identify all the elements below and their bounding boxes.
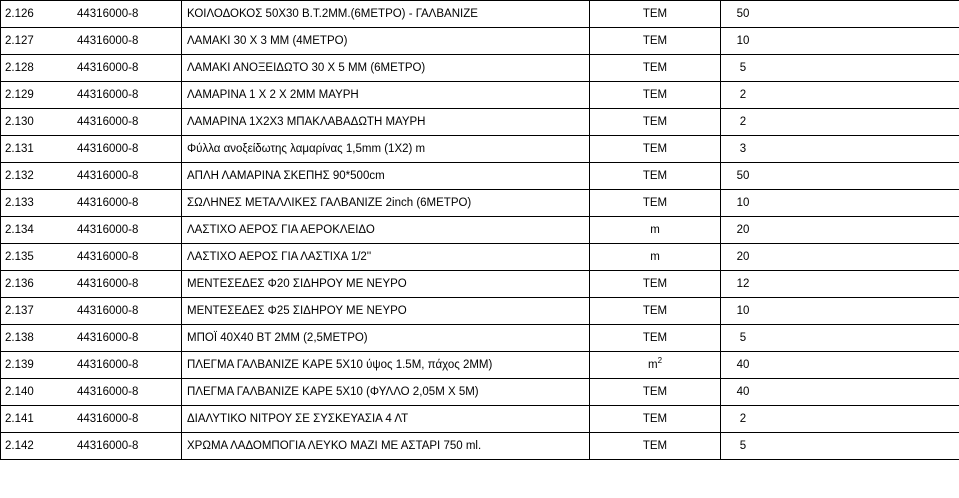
description-cell xyxy=(182,271,590,298)
cpv-code: 44316000-8 xyxy=(77,8,139,20)
quantity: 10 xyxy=(736,35,750,47)
item-number: 2.130 xyxy=(5,116,34,128)
unit-of-measure: ΤΕΜ xyxy=(642,332,668,344)
item-number-cell xyxy=(1,82,78,109)
unit-of-measure: ΤΕΜ xyxy=(642,8,668,20)
unit-of-measure: ΤΕΜ xyxy=(642,143,668,155)
cpv-code-cell xyxy=(77,379,182,406)
unit-of-measure: ΤΕΜ xyxy=(642,413,668,425)
table-row xyxy=(1,298,959,325)
table-row xyxy=(1,1,959,28)
unit-cell xyxy=(590,136,721,163)
cpv-code-cell xyxy=(77,217,182,244)
quantity-cell xyxy=(721,217,959,244)
quantity-cell xyxy=(721,271,959,298)
item-number: 2.129 xyxy=(5,89,34,101)
cpv-code: 44316000-8 xyxy=(77,116,139,128)
item-description: ΛΑΣΤΙΧΟ ΑΕΡΟΣ ΓΙΑ ΑΕΡΟΚΛΕΙΔΟ xyxy=(187,224,375,236)
unit-of-measure: ΤΕΜ xyxy=(642,197,668,209)
item-number: 2.127 xyxy=(5,35,34,47)
quantity-cell xyxy=(721,1,959,28)
item-description: ΜΕΝΤΕΣΕΔΕΣ Φ20 ΣΙΔΗΡΟΥ ΜΕ ΝΕΥΡΟ xyxy=(187,278,407,290)
item-number: 2.132 xyxy=(5,170,34,182)
quantity-cell xyxy=(721,298,959,325)
cpv-code-cell xyxy=(77,190,182,217)
item-number-cell xyxy=(1,406,78,433)
item-description: ΜΕΝΤΕΣΕΔΕΣ Φ25 ΣΙΔΗΡΟΥ ΜΕ ΝΕΥΡΟ xyxy=(187,305,407,317)
quantity-cell xyxy=(721,352,959,379)
description-cell xyxy=(182,190,590,217)
item-number: 2.137 xyxy=(5,305,34,317)
item-number-cell xyxy=(1,136,78,163)
item-description: ΔΙΑΛΥΤΙΚΟ ΝΙΤΡΟΥ ΣΕ ΣΥΣΚΕΥΑΣΙΑ 4 ΛΤ xyxy=(187,413,409,425)
table-row xyxy=(1,190,959,217)
unit-cell xyxy=(590,406,721,433)
table-row xyxy=(1,163,959,190)
description-cell xyxy=(182,82,590,109)
item-number-cell xyxy=(1,352,78,379)
quantity: 50 xyxy=(736,8,750,20)
item-description: ΑΠΛΗ ΛΑΜΑΡΙΝΑ ΣΚΕΠΗΣ 90*500cm xyxy=(187,170,385,182)
unit-cell xyxy=(590,433,721,460)
item-number: 2.135 xyxy=(5,251,34,263)
cpv-code-cell xyxy=(77,433,182,460)
item-number: 2.140 xyxy=(5,386,34,398)
table-row xyxy=(1,433,959,460)
cpv-code-cell xyxy=(77,406,182,433)
description-cell xyxy=(182,217,590,244)
table-row xyxy=(1,379,959,406)
table-row xyxy=(1,82,959,109)
quantity-cell xyxy=(721,109,959,136)
item-description: ΛΑΜΑΡΙΝΑ 1 Χ 2 Χ 2ΜΜ ΜΑΥΡΗ xyxy=(187,89,359,101)
description-cell xyxy=(182,55,590,82)
quantity-cell xyxy=(721,28,959,55)
description-cell xyxy=(182,136,590,163)
description-cell xyxy=(182,352,590,379)
cpv-code: 44316000-8 xyxy=(77,89,139,101)
quantity: 10 xyxy=(736,197,750,209)
quantity: 5 xyxy=(739,62,747,74)
quantity: 2 xyxy=(739,116,747,128)
table-row xyxy=(1,55,959,82)
item-number-cell xyxy=(1,190,78,217)
item-number-cell xyxy=(1,433,78,460)
items-table-body xyxy=(1,1,959,460)
quantity: 40 xyxy=(736,386,750,398)
item-description: ΠΛΕΓΜΑ ΓΑΛΒΑΝΙΖΕ ΚΑΡΕ 5Χ10 ύψος 1.5Μ, πάχος 2ΜΜ) xyxy=(187,359,493,371)
item-number-cell xyxy=(1,298,78,325)
unit-cell xyxy=(590,379,721,406)
quantity: 3 xyxy=(739,143,747,155)
unit-cell xyxy=(590,55,721,82)
cpv-code: 44316000-8 xyxy=(77,413,139,425)
quantity-cell xyxy=(721,325,959,352)
quantity: 2 xyxy=(739,413,747,425)
unit-exponent: 2 xyxy=(657,356,663,366)
unit-cell xyxy=(590,271,721,298)
unit-cell xyxy=(590,298,721,325)
cpv-code: 44316000-8 xyxy=(77,386,139,398)
cpv-code: 44316000-8 xyxy=(77,224,139,236)
item-number: 2.134 xyxy=(5,224,34,236)
unit-cell xyxy=(590,82,721,109)
unit-cell xyxy=(590,109,721,136)
unit-cell xyxy=(590,352,721,379)
quantity: 5 xyxy=(739,440,747,452)
unit-cell xyxy=(590,244,721,271)
quantity-cell xyxy=(721,406,959,433)
table-row xyxy=(1,28,959,55)
item-description: ΧΡΩΜΑ ΛΑΔΟΜΠΟΓΙΑ ΛΕΥΚΟ ΜΑΖΙ ΜΕ ΑΣΤΑΡΙ 750 ml. xyxy=(187,440,482,452)
quantity-cell xyxy=(721,244,959,271)
table-row xyxy=(1,352,959,379)
item-number-cell xyxy=(1,109,78,136)
unit-of-measure: ΤΕΜ xyxy=(642,278,668,290)
quantity: 50 xyxy=(736,170,750,182)
cpv-code-cell xyxy=(77,163,182,190)
unit-of-measure: m xyxy=(650,251,660,263)
unit-cell xyxy=(590,325,721,352)
item-number-cell xyxy=(1,379,78,406)
item-number: 2.133 xyxy=(5,197,34,209)
table-row xyxy=(1,136,959,163)
unit-of-measure: m xyxy=(650,224,660,236)
cpv-code-cell xyxy=(77,244,182,271)
quantity-cell xyxy=(721,379,959,406)
cpv-code: 44316000-8 xyxy=(77,197,139,209)
description-cell xyxy=(182,28,590,55)
cpv-code-cell xyxy=(77,271,182,298)
description-cell xyxy=(182,298,590,325)
item-number-cell xyxy=(1,55,78,82)
table-row xyxy=(1,244,959,271)
item-number-cell xyxy=(1,244,78,271)
unit-cell xyxy=(590,217,721,244)
table-row xyxy=(1,109,959,136)
item-description: ΛΑΜΑΡΙΝΑ 1Χ2Χ3 ΜΠΑΚΛΑΒΑΔΩΤΗ ΜΑΥΡΗ xyxy=(187,116,426,128)
cpv-code-cell xyxy=(77,298,182,325)
cpv-code-cell xyxy=(77,352,182,379)
item-number: 2.136 xyxy=(5,278,34,290)
description-cell xyxy=(182,244,590,271)
quantity-cell xyxy=(721,190,959,217)
item-description: ΛΑΜΑΚΙ 30 Χ 3 ΜΜ (4ΜΕΤΡΟ) xyxy=(187,35,348,47)
item-description: ΛΑΣΤΙΧΟ ΑΕΡΟΣ ΓΙΑ ΛΑΣΤΙΧΑ 1/2'' xyxy=(187,251,372,263)
description-cell xyxy=(182,379,590,406)
item-description: ΜΠΟΪ 40Χ40 ΒΤ 2ΜΜ (2,5ΜΕΤΡΟ) xyxy=(187,332,368,344)
cpv-code-cell xyxy=(77,325,182,352)
quantity-cell xyxy=(721,55,959,82)
item-number: 2.138 xyxy=(5,332,34,344)
unit-cell xyxy=(590,1,721,28)
description-cell xyxy=(182,163,590,190)
table-row xyxy=(1,271,959,298)
cpv-code: 44316000-8 xyxy=(77,143,139,155)
cpv-code: 44316000-8 xyxy=(77,332,139,344)
table-row xyxy=(1,325,959,352)
quantity: 2 xyxy=(739,89,747,101)
cpv-code: 44316000-8 xyxy=(77,440,139,452)
item-number: 2.126 xyxy=(5,8,34,20)
item-number-cell xyxy=(1,28,78,55)
unit-cell xyxy=(590,190,721,217)
cpv-code-cell xyxy=(77,109,182,136)
unit-of-measure: ΤΕΜ xyxy=(642,35,668,47)
quantity: 12 xyxy=(736,278,750,290)
cpv-code: 44316000-8 xyxy=(77,170,139,182)
quantity-cell xyxy=(721,136,959,163)
item-description: ΠΛΕΓΜΑ ΓΑΛΒΑΝΙΖΕ ΚΑΡΕ 5Χ10 (ΦΥΛΛΟ 2,05Μ Χ 5Μ) xyxy=(187,386,479,398)
quantity-cell xyxy=(721,82,959,109)
quantity-cell xyxy=(721,433,959,460)
item-description: ΛΑΜΑΚΙ ΑΝΟΞΕΙΔΩΤΟ 30 Χ 5 ΜΜ (6ΜΕΤΡΟ) xyxy=(187,62,426,74)
unit-of-measure: ΤΕΜ xyxy=(642,170,668,182)
cpv-code-cell xyxy=(77,1,182,28)
item-number-cell xyxy=(1,1,78,28)
cpv-code: 44316000-8 xyxy=(77,278,139,290)
unit-of-measure: m xyxy=(647,359,658,371)
description-cell xyxy=(182,325,590,352)
item-description: Φύλλα ανοξείδωτης λαμαρίνας 1,5mm (1Χ2) m xyxy=(187,143,426,155)
cpv-code: 44316000-8 xyxy=(77,359,139,371)
unit-of-measure: ΤΕΜ xyxy=(642,440,668,452)
item-description: ΣΩΛΗΝΕΣ ΜΕΤΑΛΛΙΚΕΣ ΓΑΛΒΑΝΙΖΕ 2inch (6ΜΕΤΡΟ) xyxy=(187,197,472,209)
unit-cell xyxy=(590,28,721,55)
quantity-cell xyxy=(721,163,959,190)
item-number: 2.142 xyxy=(5,440,34,452)
item-number: 2.131 xyxy=(5,143,34,155)
cpv-code: 44316000-8 xyxy=(77,35,139,47)
cpv-code: 44316000-8 xyxy=(77,305,139,317)
item-number: 2.141 xyxy=(5,413,34,425)
cpv-code: 44316000-8 xyxy=(77,62,139,74)
table-row xyxy=(1,406,959,433)
item-number: 2.139 xyxy=(5,359,34,371)
description-cell xyxy=(182,406,590,433)
quantity: 40 xyxy=(736,359,750,371)
item-number-cell xyxy=(1,163,78,190)
cpv-code-cell xyxy=(77,55,182,82)
item-number: 2.128 xyxy=(5,62,34,74)
unit-of-measure: ΤΕΜ xyxy=(642,62,668,74)
item-description: ΚΟΙΛΟΔΟΚΟΣ 50Χ30 Β.Τ.2ΜΜ.(6ΜΕΤΡΟ) - ΓΑΛΒΑΝΙΖΕ xyxy=(187,8,478,20)
description-cell xyxy=(182,1,590,28)
table-row xyxy=(1,217,959,244)
unit-cell xyxy=(590,163,721,190)
unit-of-measure: ΤΕΜ xyxy=(642,89,668,101)
quantity: 20 xyxy=(736,251,750,263)
description-cell xyxy=(182,433,590,460)
cpv-code-cell xyxy=(77,82,182,109)
quantity: 10 xyxy=(736,305,750,317)
quantity: 5 xyxy=(739,332,747,344)
cpv-code-cell xyxy=(77,28,182,55)
cpv-code: 44316000-8 xyxy=(77,251,139,263)
cpv-code-cell xyxy=(77,136,182,163)
item-number-cell xyxy=(1,325,78,352)
unit-of-measure: ΤΕΜ xyxy=(642,116,668,128)
unit-of-measure: ΤΕΜ xyxy=(642,305,668,317)
unit-of-measure: ΤΕΜ xyxy=(642,386,668,398)
description-cell xyxy=(182,109,590,136)
quantity: 20 xyxy=(736,224,750,236)
item-number-cell xyxy=(1,217,78,244)
item-number-cell xyxy=(1,271,78,298)
